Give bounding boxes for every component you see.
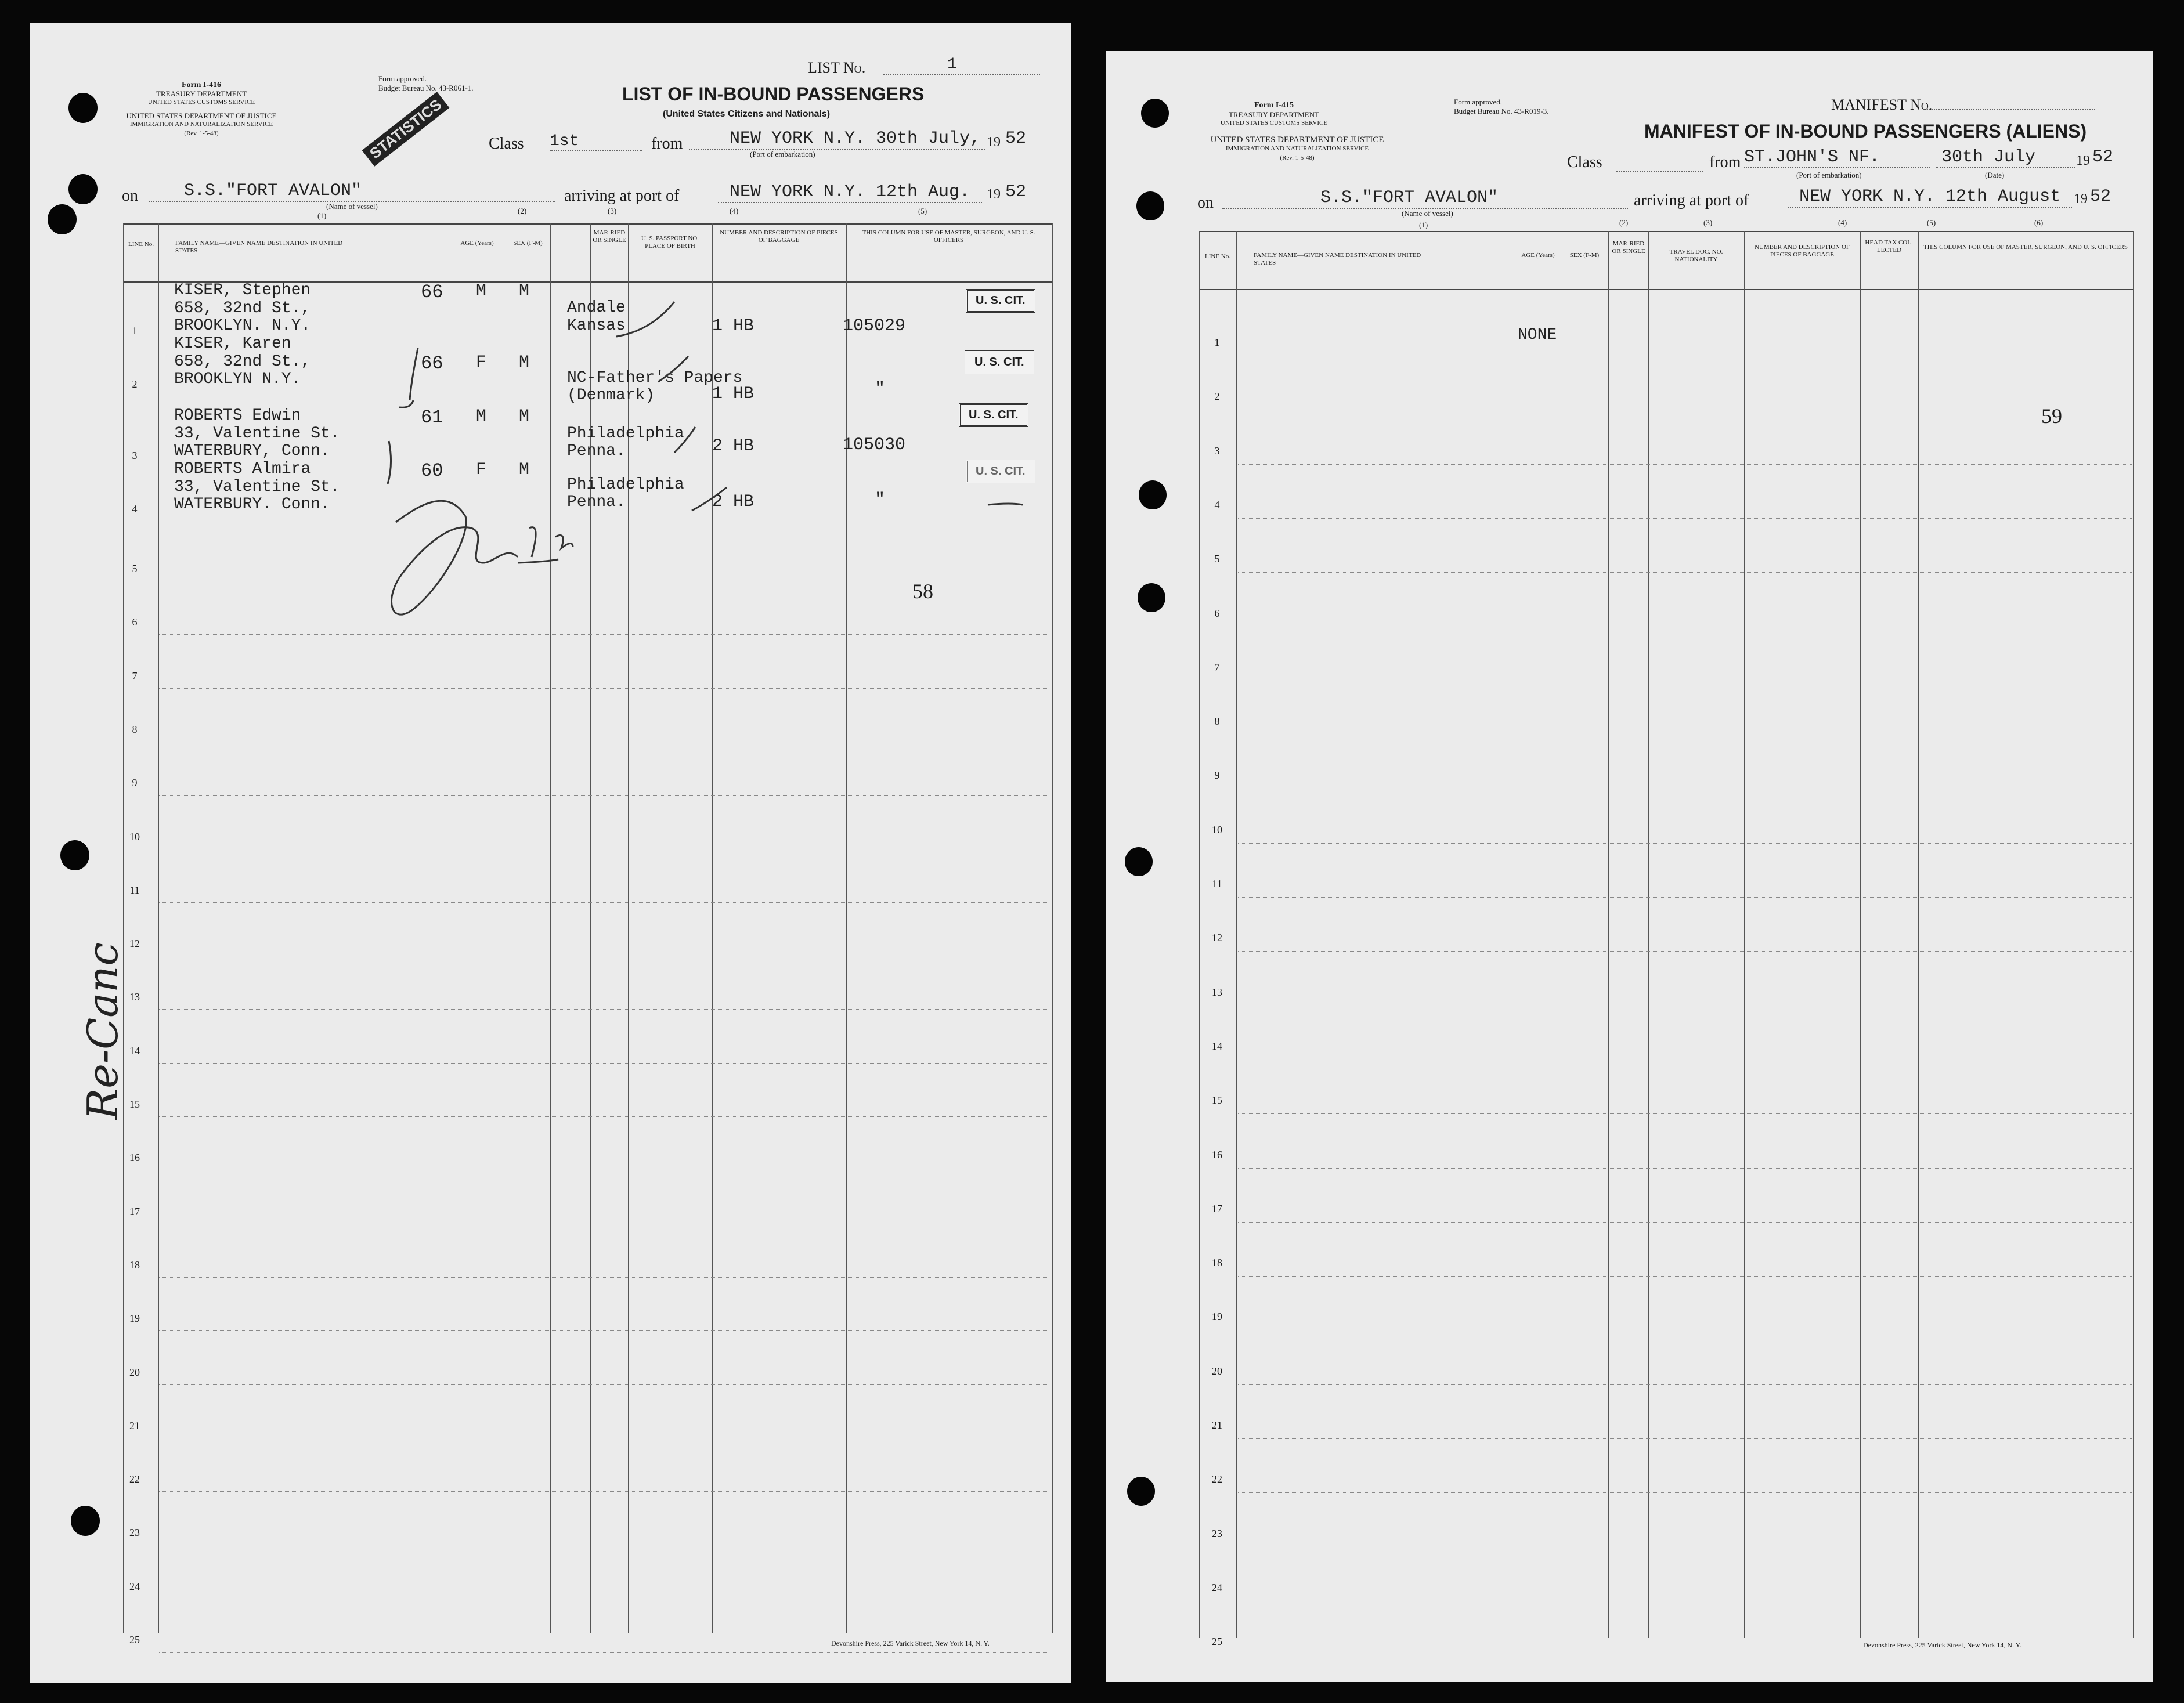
passenger-marital: M [519,281,530,301]
line-number: 1 [132,325,138,337]
line-number: 8 [1214,715,1220,728]
row-rule [1238,626,2132,627]
vessel-caption: (Name of vessel) [326,202,378,211]
line-number: 5 [1214,553,1220,565]
line-number: 13 [1212,986,1222,998]
row-rule [1238,1113,2132,1114]
line-number: 21 [129,1419,140,1431]
arriving-year: 52 [2090,187,2111,207]
header-officers: THIS COLUMN FOR USE OF MASTER, SURGEON, AND U. S. OFFICERS [1923,244,2128,251]
col-num-4: (4) [1838,218,1847,227]
passenger-sex: F [476,353,487,373]
line-number: 17 [1212,1202,1222,1214]
line-number: 22 [1212,1473,1222,1485]
budget-bureau: Budget Bureau No. 43-R019-3. [1454,107,1549,115]
line-number: 4 [1214,498,1220,511]
binder-hole [1141,99,1169,128]
row-rule [1238,950,2132,952]
dept-immigration: IMMIGRATION AND NATURALIZATION SERVICE [129,121,273,128]
col-num-6: (6) [2034,218,2044,227]
from-value: ST.JOHN'S NF. [1744,147,1930,168]
passenger-address: 658, 32nd St., [174,299,311,317]
line-number: 5 [132,563,138,574]
us-cit-stamp: U. S. CIT. [959,403,1028,427]
dept-customs: UNITED STATES CUSTOMS SERVICE [147,99,255,106]
form-number: Form I-416 [181,81,222,89]
header-travel: TRAVEL DOC. NO. NATIONALITY [1669,248,1723,263]
passenger-birthstate: (Denmark) [567,386,655,404]
budget-bureau: Budget Bureau No. 43-R061-1. [378,84,474,92]
binder-hole [1139,480,1167,509]
col-num-2: (2) [518,207,527,215]
passenger-name: ROBERTS Edwin [174,407,301,425]
line-number: 9 [132,777,138,789]
passenger-age: 66 [421,353,443,374]
passenger-sex: M [476,407,487,426]
manifest-table [1199,231,2133,1638]
row-rule [1238,680,2132,681]
header-sex: SEX (F-M) [1569,252,1600,259]
from-year: 52 [1005,129,1027,149]
line-number: 16 [129,1152,140,1164]
year-prefix: 19 [2076,153,2090,168]
class-value: 1st [550,132,642,151]
on-label: on [122,187,138,205]
on-label: on [1197,194,1214,212]
margin-handwriting: Re-Canc [78,942,127,1120]
passenger-city: WATERBURY, Conn. [174,442,330,460]
line-number: 7 [1214,661,1220,673]
passenger-baggage: 2 HB [712,436,755,456]
arriving-value: NEW YORK N.Y. 12th August [1788,187,2072,208]
line-number: 2 [1214,391,1220,403]
handwritten-marks [30,23,1071,1683]
row-rule [1238,1492,2132,1493]
row-rule [1238,1167,2132,1169]
line-number: 8 [132,723,138,735]
none-entry: NONE [1518,326,1557,344]
line-number: 15 [129,1098,140,1110]
passenger-age: 66 [421,281,443,303]
list-no-value: 1 [883,56,1040,75]
line-number: 19 [1212,1311,1222,1323]
class-label: Class [1567,153,1602,171]
passenger-marital: M [519,407,530,426]
line-number: 12 [1212,932,1222,944]
col-num-1: (1) [317,211,327,220]
passenger-birthplace: Andale [567,299,626,317]
line-number: 21 [1212,1419,1222,1431]
row-rule [1238,1221,2132,1223]
header-headtax: HEAD TAX COL-LECTED [1865,239,1914,254]
header-married: MAR-RIED OR SINGLE [1612,240,1645,255]
row-rule [1238,1005,2132,1006]
alien-manifest-page [1106,51,2153,1682]
line-number: 25 [1212,1636,1222,1648]
line-number: 19 [129,1312,140,1325]
date-value: 30th July [1936,147,2075,168]
line-number: 20 [129,1366,140,1378]
arriving-label: arriving at port of [1634,191,1749,209]
officer-number: " [875,379,886,399]
row-rule [1238,1546,2132,1547]
col-num-5: (5) [918,207,927,215]
binder-hole [60,840,89,870]
line-number: 13 [129,991,140,1003]
from-label: from [651,135,683,153]
passenger-name: ROBERTS Almira [174,460,311,478]
binder-hole [1127,1477,1155,1506]
passenger-birthstate: Kansas [567,317,626,335]
inbound-passenger-list-page [30,23,1071,1683]
passenger-birthplace: Philadelphia [567,425,684,443]
line-number: 12 [129,938,140,950]
line-number: 10 [1212,823,1222,836]
line-number: 24 [129,1580,140,1592]
dept-immigration: IMMIGRATION AND NATURALIZATION SERVICE [1225,145,1369,152]
form-approved: Form approved. [378,74,427,83]
passenger-birthplace: Philadelphia [567,476,684,494]
dept-customs: UNITED STATES CUSTOMS SERVICE [1220,120,1328,126]
us-cit-stamp: U. S. CIT. [966,289,1035,313]
col-num-3: (3) [1703,218,1713,227]
binder-hole [68,174,98,204]
row-rule [1238,1384,2132,1385]
passenger-address: 33, Valentine St. [174,478,340,496]
line-number: 3 [1214,444,1220,457]
col-num-1: (1) [1419,220,1428,229]
year: 52 [2092,147,2114,167]
row-rule [1238,1654,2132,1655]
printer-footer: Devonshire Press, 225 Varick Street, New York 14, N. Y. [1863,1641,2021,1649]
arriving-year-prefix: 19 [2074,191,2088,207]
col-num-2: (2) [1619,218,1629,227]
passenger-baggage: 1 HB [712,316,755,336]
passenger-baggage: 2 HB [712,492,755,512]
line-number: 25 [129,1634,140,1646]
header-baggage: NUMBER AND DESCRIPTION OF PIECES OF BAGGAGE [720,229,838,244]
line-number: 18 [1212,1257,1222,1269]
line-number: 6 [1214,607,1220,619]
from-label: from [1709,153,1741,171]
header-officers: THIS COLUMN FOR USE OF MASTER, SURGEON, AND U. S. OFFICERS [862,229,1035,244]
line-number: 14 [129,1044,140,1057]
header-baggage: NUMBER AND DESCRIPTION OF PIECES OF BAGGAGE [1754,244,1850,258]
line-number: 4 [132,503,138,515]
line-number: 24 [1212,1581,1222,1593]
printer-footer: Devonshire Press, 225 Varick Street, New York 14, N. Y. [831,1639,990,1647]
row-rule [1238,788,2132,789]
date-caption: (Date) [1985,171,2005,179]
passenger-name: KISER, Karen [174,335,291,353]
line-number: 22 [129,1473,140,1485]
class-line [1616,153,1703,172]
statistics-stamp: STATISTICS [362,92,450,166]
arriving-value: NEW YORK N.Y. 12th Aug. [718,182,982,203]
header-age: AGE (Years) [1521,252,1555,259]
header-age: AGE (Years) [460,240,494,247]
officer-number: 105030 [843,435,906,455]
row-rule [1238,464,2132,465]
passenger-baggage: 1 HB [712,384,755,404]
passenger-age: 60 [421,460,443,482]
binder-hole [48,204,77,234]
line-number: 23 [1212,1527,1222,1539]
header-passport: U. S. PASSPORT NO. PLACE OF BIRTH [641,235,699,250]
vessel-name: S.S."FORT AVALON" [1222,188,1628,209]
line-number: 2 [132,378,138,390]
passenger-city: BROOKLYN N.Y. [174,370,301,388]
list-title: LIST OF IN-BOUND PASSENGERS [622,84,925,104]
row-rule [1238,355,2132,356]
vessel-name: S.S."FORT AVALON" [149,181,555,202]
row-rule [1238,1275,2132,1277]
row-rule [1238,1329,2132,1330]
line-number: 14 [1212,1040,1222,1052]
dept-treasury: TREASURY DEPARTMENT [1228,110,1320,119]
header-name: FAMILY NAME—GIVEN NAME DESTINATION IN UNITED STATES [1254,252,1421,266]
port-embark-caption: (Port of embarkation) [750,150,815,158]
row-rule [1238,409,2132,410]
passenger-name: KISER, Stephen [174,281,311,299]
passenger-city: WATERBURY. Conn. [174,496,330,514]
class-label: Class [489,135,524,153]
from-year-prefix: 19 [987,135,1001,150]
page-number: 59 [2041,404,2062,428]
line-number: 16 [1212,1148,1222,1160]
col-num-4: (4) [730,207,739,215]
dept-justice: UNITED STATES DEPARTMENT OF JUSTICE [126,111,277,120]
manifest-no-line [1927,93,2095,110]
col-num-5: (5) [1927,218,1936,227]
row-rule [1238,734,2132,735]
header-sex: SEX (F-M) [513,240,543,247]
line-number: 23 [129,1527,140,1539]
officer-number: " [875,490,886,510]
line-number: 9 [1214,769,1220,782]
row-rule [1238,1600,2132,1601]
line-number: 11 [129,884,140,896]
passenger-birthstate: Penna. [567,493,626,511]
arriving-year-prefix: 19 [987,187,1001,202]
line-number: 15 [1212,1094,1222,1107]
line-number: 1 [1214,337,1220,348]
col-num-3: (3) [608,207,617,215]
binder-hole [71,1506,100,1536]
passenger-address: 33, Valentine St. [174,425,340,443]
row-rule [1238,572,2132,573]
passenger-marital: M [519,460,530,480]
binder-hole [1136,191,1164,220]
line-number: 18 [129,1259,140,1271]
header-married: MAR-RIED OR SINGLE [593,229,626,244]
row-rule [1238,518,2132,519]
dept-justice: UNITED STATES DEPARTMENT OF JUSTICE [1210,135,1384,144]
header-line: LINE No. [128,241,154,248]
line-number: 6 [132,616,138,628]
line-number: 20 [1212,1365,1222,1377]
row-rule [1238,896,2132,898]
passenger-birthplace: NC-Father's Papers [567,369,743,387]
header-line: LINE No. [1205,253,1230,260]
passenger-address: 658, 32nd St., [174,353,311,371]
passenger-sex: F [476,460,487,480]
revision: (Rev. 1-5-48) [184,130,219,137]
row-rule [1238,1438,2132,1439]
us-cit-stamp: U. S. CIT. [966,460,1035,483]
row-rule [1238,843,2132,844]
row-rule [1238,1059,2132,1060]
list-subtitle: (United States Citizens and Nationals) [663,109,831,119]
page-number: 58 [912,580,933,603]
line-number: 10 [129,830,140,843]
line-number: 7 [132,670,138,682]
revision: (Rev. 1-5-48) [1280,154,1315,161]
binder-hole [1125,847,1153,876]
us-cit-stamp: U. S. CIT. [965,350,1034,374]
header-name: FAMILY NAME—GIVEN NAME DESTINATION IN UNITED STATES [175,240,343,254]
arriving-year: 52 [1005,182,1027,202]
binder-hole [68,93,98,123]
port-embark-caption: (Port of embarkation) [1796,171,1862,179]
passenger-sex: M [476,281,487,301]
passenger-city: BROOKLYN. N.Y. [174,317,311,335]
form-approved: Form approved. [1454,97,1503,106]
vessel-caption: (Name of vessel) [1402,209,1453,218]
list-no-label: LIST No. [808,59,866,76]
line-number: 11 [1212,878,1222,890]
form-number: Form I-415 [1254,101,1294,110]
passenger-age: 61 [421,407,443,428]
from-value: NEW YORK N.Y. 30th July, [689,129,985,150]
arriving-label: arriving at port of [564,187,680,205]
line-number: 3 [132,450,138,461]
line-number: 17 [129,1205,140,1217]
dept-treasury: TREASURY DEPARTMENT [156,89,247,98]
manifest-no-label: MANIFEST No. [1831,96,1933,113]
passenger-birthstate: Penna. [567,442,626,460]
officer-number: 105029 [843,316,906,336]
passenger-marital: M [519,353,530,373]
binder-hole [1138,583,1165,612]
manifest-title: MANIFEST OF IN-BOUND PASSENGERS (ALIENS) [1644,121,2087,142]
